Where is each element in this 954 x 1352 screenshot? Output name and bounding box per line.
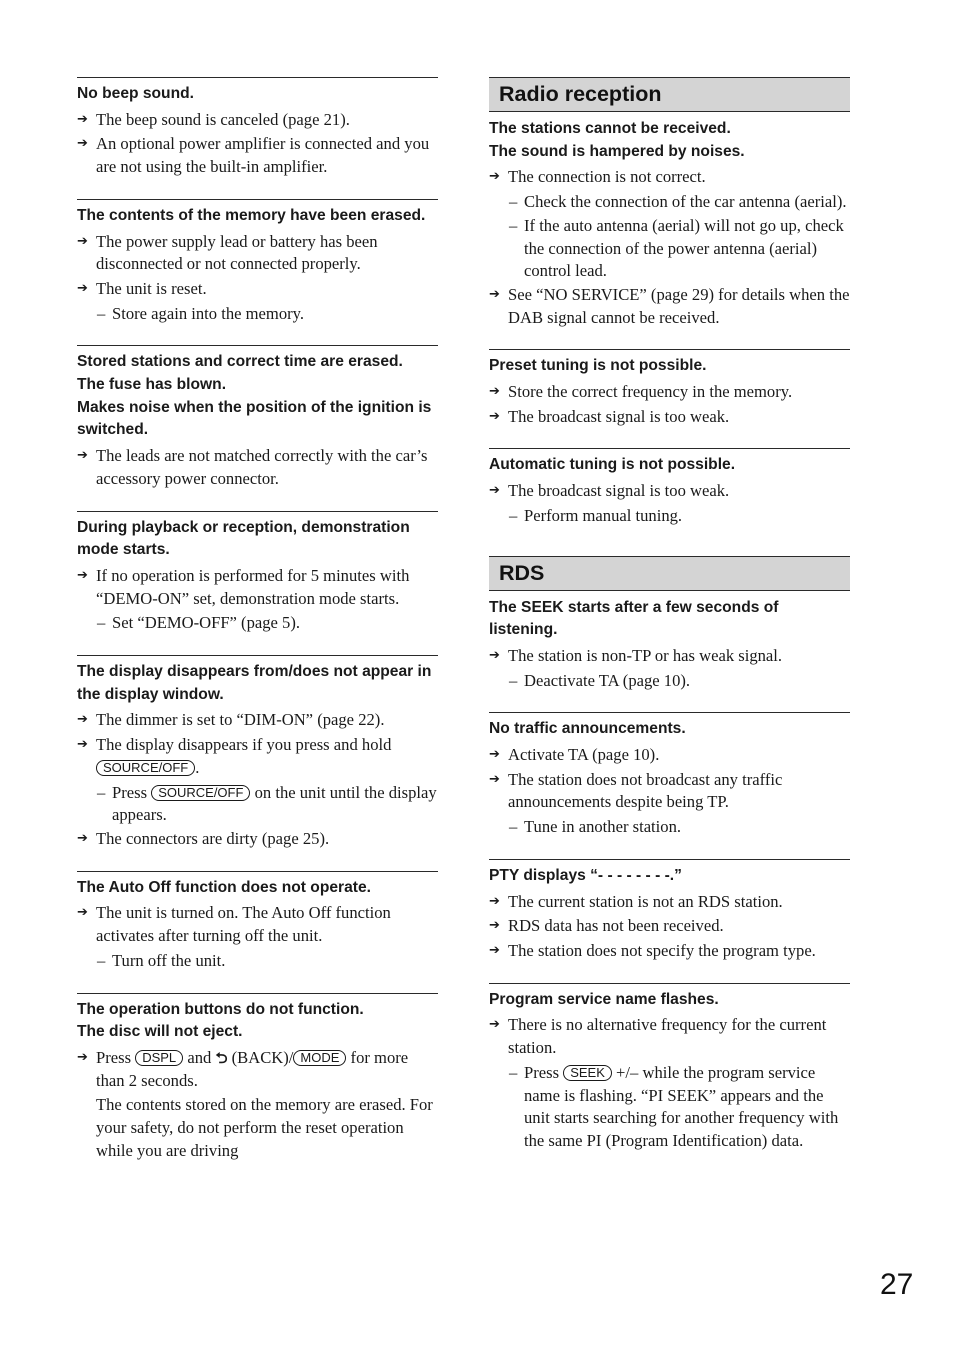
troubleshoot-block (489, 349, 850, 428)
list-item: ➔ The broadcast signal is too weak. (489, 406, 850, 429)
list-item: ➔ There is no alternative frequency for the current station. (489, 1015, 827, 1058)
troubleshoot-block (489, 118, 850, 329)
sub-item: – Store again into the memory. (97, 303, 305, 323)
block-title: The SEEK starts after a few seconds of listening. (489, 598, 779, 639)
list-item: ➔ Activate TA (page 10). (489, 744, 850, 767)
troubleshoot-block (489, 859, 850, 963)
mode-key: MODE (293, 1050, 346, 1066)
list-item: ➔ The connection is not correct. (489, 166, 850, 189)
troubleshoot-block (77, 993, 438, 1163)
sub-item: – Press SEEK +/– while the program service name is flashing. “PI SEEK” appears and the unit starts searching for another frequency with the same PI (Program Identification) data. (509, 1062, 839, 1150)
section-header-radio-reception: Radio reception (489, 77, 850, 112)
sub-item: – Deactivate TA (page 10). (509, 670, 691, 690)
troubleshoot-block (489, 983, 850, 1153)
arrow-icon: ➔ (77, 1049, 88, 1065)
section-header-rds: RDS (489, 556, 850, 591)
arrow-icon: ➔ (77, 233, 88, 249)
list-item: ➔ The station does not broadcast any traffic announcements despite being TP. (489, 769, 783, 812)
back-arrow-icon: ⮌ (215, 1048, 228, 1067)
arrow-icon: ➔ (77, 830, 88, 846)
right-column (489, 77, 850, 1173)
arrow-icon: ➔ (77, 448, 88, 464)
sub-item: – If the auto antenna (aerial) will not go up, check the connection of the power antenna (aerial) control lead. (509, 215, 844, 281)
arrow-icon: ➔ (77, 567, 88, 583)
troubleshoot-block (489, 448, 850, 527)
sub-item: – Tune in another station. (509, 817, 682, 837)
sub-item: – Perform manual tuning. (509, 505, 683, 525)
arrow-icon: ➔ (77, 136, 88, 152)
block-title: Preset tuning is not possible. (489, 357, 707, 375)
arrow-icon: ➔ (77, 905, 88, 921)
block-title: The stations cannot be received. The sound is hampered by noises. (489, 120, 745, 160)
troubleshoot-block (77, 77, 438, 179)
block-title: No traffic announcements. (489, 720, 686, 738)
arrow-icon: ➔ (489, 483, 500, 499)
block-title: The Auto Off function does not operate. (77, 878, 371, 896)
troubleshoot-block (489, 597, 850, 693)
source-off-key: SOURCE/OFF (151, 785, 250, 801)
list-item: ➔ The unit is reset. (77, 278, 438, 301)
list-item: ➔ See “NO SERVICE” (page 29) for details when the DAB signal cannot be received. (489, 284, 850, 327)
list-item: ➔ If no operation is performed for 5 minutes with “DEMO-ON” set, demonstration mode starts. (77, 565, 410, 608)
arrow-icon: ➔ (489, 1017, 500, 1033)
troubleshoot-block (77, 871, 438, 973)
arrow-icon: ➔ (489, 408, 500, 424)
list-item: ➔ The leads are not matched correctly with the car’s accessory power connector. (77, 446, 428, 488)
list-item: ➔ Press DSPL and ⮌ (BACK)/ MODE for more than 2 seconds. (77, 1047, 409, 1090)
arrow-icon: ➔ (489, 647, 500, 663)
seek-key: SEEK (563, 1065, 612, 1081)
block-title: Automatic tuning is not possible. (489, 456, 736, 474)
list-item: ➔ The connectors are dirty (page 25). (77, 828, 438, 851)
note-text: The contents stored on the memory are erased. For your safety, do not perform the reset operation while you are driving (96, 1095, 433, 1160)
list-item: ➔ The power supply lead or battery has been disconnected or not connected properly. (77, 231, 378, 274)
list-item: ➔ The broadcast signal is too weak. (489, 480, 850, 503)
list-item: ➔ The dimmer is set to “DIM-ON” (page 22). (77, 709, 438, 732)
page-number: 27 (880, 1268, 914, 1301)
arrow-icon: ➔ (489, 169, 500, 185)
arrow-icon: ➔ (77, 280, 88, 296)
list-item: ➔ The unit is turned on. The Auto Off function activates after turning off the unit. (77, 903, 391, 946)
list-item: ➔ The display disappears if you press and hold SOURCE/OFF . (77, 735, 392, 777)
troubleshoot-block (77, 345, 438, 490)
arrow-icon: ➔ (77, 737, 88, 753)
source-off-key: SOURCE/OFF (96, 760, 195, 776)
block-title: No beep sound. (77, 85, 194, 102)
block-title: The contents of the memory have been erased. (77, 206, 426, 224)
arrow-icon: ➔ (489, 918, 500, 934)
arrow-icon: ➔ (77, 111, 88, 127)
dspl-key: DSPL (135, 1050, 183, 1066)
block-title: The operation buttons do not function. The disc will not eject. (77, 1000, 364, 1041)
list-item: ➔ RDS data has not been received. (489, 915, 850, 938)
troubleshoot-block (489, 712, 850, 839)
arrow-icon: ➔ (489, 286, 500, 302)
troubleshoot-block (77, 655, 438, 851)
sub-item: – Press SOURCE/OFF on the unit until the display appears. (97, 782, 437, 825)
sub-item: – Set “DEMO-OFF” (page 5). (97, 613, 301, 633)
troubleshoot-block (77, 199, 438, 326)
block-title: The display disappears from/does not appear in the display window. (77, 663, 432, 703)
arrow-icon: ➔ (489, 771, 500, 787)
list-item: ➔ The current station is not an RDS station. (489, 891, 850, 914)
left-column (77, 77, 438, 1182)
arrow-icon: ➔ (489, 942, 500, 958)
block-title: Stored stations and correct time are erased. The fuse has blown. Makes noise when the position of the ignition is switched. (77, 353, 432, 439)
list-item: ➔ The beep sound is canceled (page 21). (77, 109, 438, 132)
arrow-icon: ➔ (489, 384, 500, 400)
sub-item: – Check the connection of the car antenna (aerial). (509, 192, 847, 212)
troubleshoot-block (77, 511, 438, 636)
arrow-icon: ➔ (77, 712, 88, 728)
list-item: ➔ The station is non-TP or has weak signal. (489, 645, 850, 668)
block-title: During playback or reception, demonstration mode starts. (77, 518, 410, 559)
block-title: Program service name flashes. (489, 990, 719, 1008)
sub-item: – Turn off the unit. (97, 950, 226, 970)
block-title: PTY displays “- - - - - - - -.” (489, 866, 682, 884)
arrow-icon: ➔ (489, 747, 500, 763)
list-item: ➔ Store the correct frequency in the memory. (489, 381, 850, 404)
list-item: ➔ The station does not specify the program type. (489, 940, 850, 963)
list-item: ➔ An optional power amplifier is connected and you are not using the built-in amplifier. (77, 134, 430, 177)
arrow-icon: ➔ (489, 893, 500, 909)
